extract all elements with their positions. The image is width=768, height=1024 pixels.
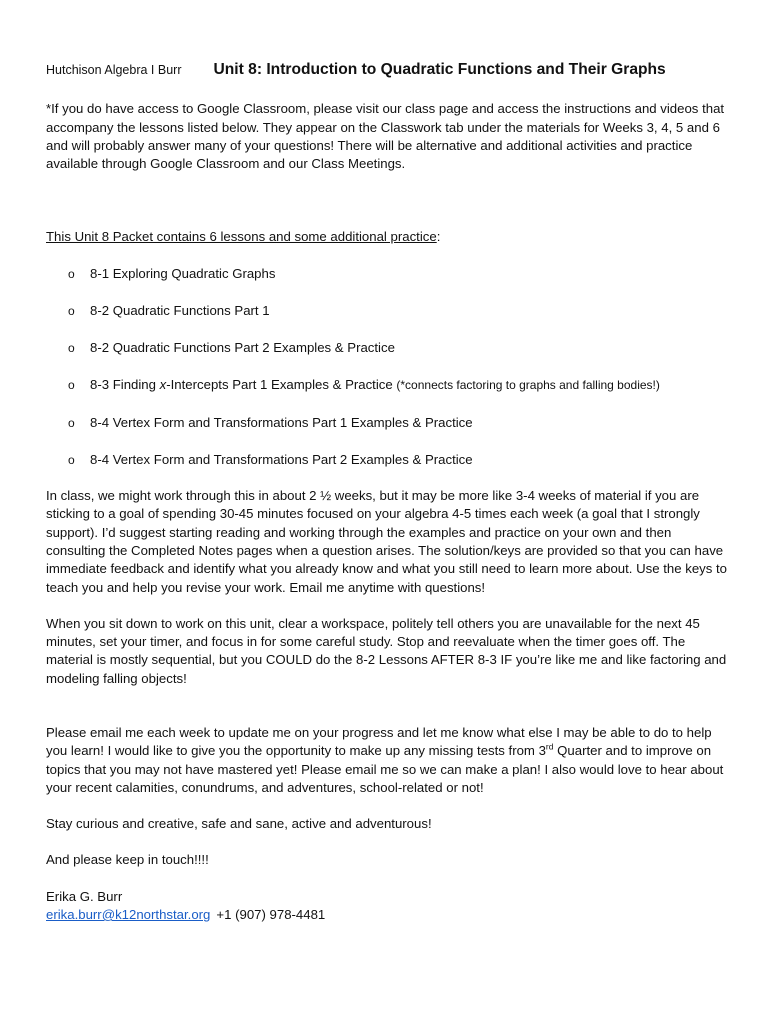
lesson-label-pre: 8-3 Finding (90, 377, 160, 393)
signature-contact (46, 906, 728, 924)
packet-contents-heading (46, 228, 728, 246)
phone-number: +1 (907) 978-4481 (216, 907, 326, 923)
lesson-label: 8-4 Vertex Form and Transformations Part 2 Examples & Practice (90, 451, 473, 467)
spacer (46, 688, 728, 724)
bullet-icon: o (68, 378, 75, 393)
list-item (46, 302, 728, 320)
workspace-paragraph: When you sit down to work on this unit, clear a workspace, politely tell others you are unavailable for the next 45 minutes, set your timer, and focus in for some careful study. Stop and reevaluate when the timer goes off. The material is mostly sequential, but you COULD do the 8-2 Lessons AFTER 8-3 IF you’re like me and like factoring and modeling falling objects! (46, 615, 727, 686)
closing-line-2: And please keep in touch!!!! (46, 852, 209, 868)
lesson-label-post: -Intercepts Part 1 Examples & Practice (166, 377, 397, 393)
list-item (46, 376, 728, 394)
packet-contents-colon: : (436, 229, 441, 245)
email-link[interactable]: erika.burr@k12northstar.org (46, 907, 211, 923)
unit-title: Unit 8: Introduction to Quadratic Functions and Their Graphs (213, 61, 666, 78)
lesson-label: 8-2 Quadratic Functions Part 2 Examples & Practice (90, 340, 395, 356)
list-item (46, 265, 728, 283)
lesson-label: 8-2 Quadratic Functions Part 1 (90, 302, 270, 318)
bullet-icon: o (68, 415, 75, 430)
list-item (46, 414, 728, 432)
bullet-icon: o (68, 266, 75, 281)
ordinal-suffix: rd (545, 741, 554, 752)
spacer (46, 191, 728, 228)
closing-line-1: Stay curious and creative, safe and sane, active and adventurous! (46, 816, 432, 832)
course-name: Hutchison Algebra I Burr (46, 63, 182, 77)
class-pacing-paragraph: In class, we might work through this in about 2 ½ weeks, but it may be more like 3-4 weeks of material if you are sticking to a goal of spending 30-45 minutes focused on your algebra 4-5 times each week (a goal that I strongly support). I’d suggest starting reading and working through the examples and practice on your own and then consulting the Completed Notes pages when a question arises. The solution/keys are provided so that you can have immediate feedback and identify what you already know and what you still need to learn more about. Use the keys to teach you and help you revise your work. Email me anytime with questions! (46, 488, 728, 595)
email-request-paragraph (46, 724, 728, 797)
lesson-label: 8-1 Exploring Quadratic Graphs (90, 265, 276, 281)
lesson-list (46, 265, 728, 469)
lesson-label: 8-4 Vertex Form and Transformations Part 1 Examples & Practice (90, 414, 473, 430)
email-request-text-post: Quarter and to improve on topics that you may not have mastered yet! Please email me so we can make a plan! I also would love to hear about your recent calamities, conundrums, and adventures, school-related or not! (46, 743, 724, 795)
bullet-icon: o (68, 341, 75, 356)
intro-paragraph: *If you do have access to Google Classroom, please visit our class page and access the instructions and videos that accompany the lessons listed below. They appear on the Classwork tab under the materials for Weeks 3, 4, 5 and 6 and will probably answer many of your questions! There will be alternative and additional activities and practice available through Google Classroom and our Class Meetings. (46, 101, 725, 172)
lesson-label-italic: x (159, 377, 167, 393)
lesson-note: (*connects factoring to graphs and falling bodies!) (396, 378, 660, 393)
document-header (46, 61, 728, 79)
bullet-icon: o (68, 303, 75, 318)
email-request-text-pre: Please email me each week to update me on your progress and let me know what else I may be able to do to help you learn! I would like to give you the opportunity to make up any missing tests from 3 (46, 724, 712, 759)
list-item (46, 339, 728, 357)
list-item (46, 451, 728, 469)
signature-name: Erika G. Burr (46, 888, 123, 904)
packet-contents-label: This Unit 8 Packet contains 6 lessons and some additional practice (46, 229, 437, 245)
bullet-icon: o (68, 452, 75, 467)
